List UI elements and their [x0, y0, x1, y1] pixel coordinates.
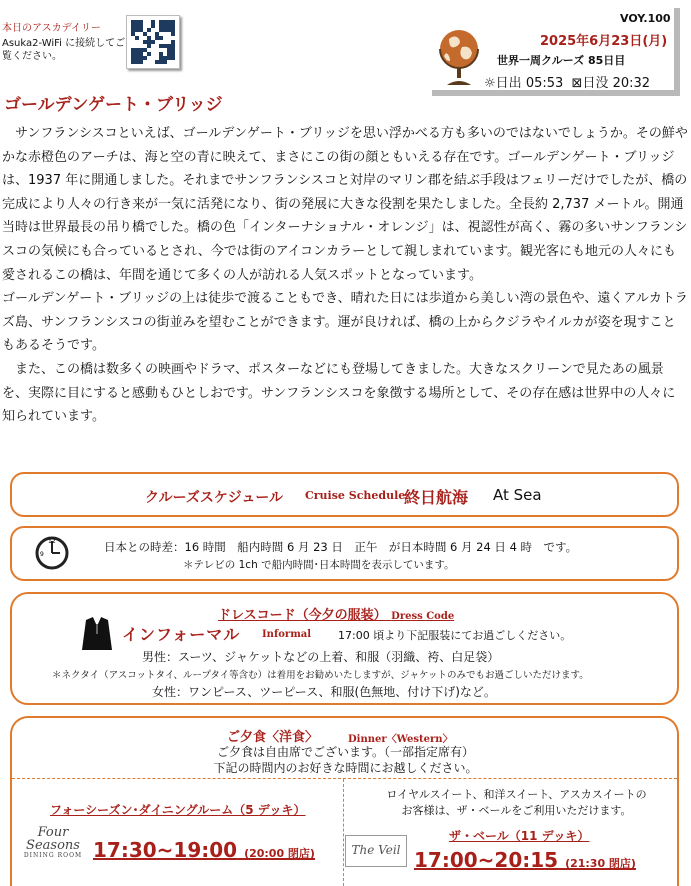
qr-code-icon[interactable] [126, 15, 180, 69]
schedule-day: 終日航海 [404, 488, 469, 507]
open-time: 17:00~20:15 [414, 848, 559, 872]
qr-module [163, 60, 167, 64]
qr-module [147, 52, 151, 56]
schedule-title-en: Cruise Schedule [305, 489, 406, 502]
dress-code-type: インフォーマル [122, 625, 241, 644]
paragraph: また、この橋は数多くの映画やドラマ、ポスターなどにも登場してきました。大きなスクリーンで見たあの風景を、実際に目にすると感動もひとしおです。サンフランシスコを象徴する場所として、その存在感は世界中の人々に知られています。 [2, 361, 676, 425]
veil-name: ザ・ベール（11 デッキ） [449, 829, 590, 843]
qr-module [147, 44, 151, 48]
dinner-title-en: Dinner〈Western〉 [348, 734, 453, 745]
date: 2025年6月23日(月) [540, 34, 668, 49]
veil-note-line: お客様は、ザ・ベールをご利用いただけます。 [401, 804, 632, 817]
voyage-number: VOY.100 [620, 12, 671, 25]
dress-code-note: ＊ネクタイ（アスコットタイ、ループタイ等含む）は着用をお勧めいたしますが、ジャケットのみでもお過ごしいただけます。 [52, 670, 589, 681]
logo-text: Seasons [26, 838, 80, 853]
veil-note-line: ロイヤルスイート、和洋スイート、アスカスイートの [386, 788, 647, 801]
sunrise-time: 05:53 [525, 76, 564, 91]
qr-module [143, 56, 147, 60]
article-body [2, 122, 688, 429]
sunset-icon: ⊠ [571, 76, 583, 91]
qr-module [151, 40, 155, 44]
four-seasons-logo [20, 826, 86, 868]
sunrise-label: 日出 [495, 76, 522, 91]
qr-module [171, 56, 175, 60]
qr-module [151, 24, 155, 28]
wifi-note: Asuka2-WiFi に接続してご覧ください。 [2, 38, 126, 62]
qr-module [135, 36, 139, 40]
dinner-note: 下記の時間内のお好きな時間にお越しください。 [213, 761, 478, 775]
close-time: (21:30 閉店) [565, 857, 636, 870]
dress-code-time: 17:00 頃より下記服装にてお過ごしください。 [338, 629, 572, 642]
divider [12, 778, 677, 779]
veil-time [414, 848, 636, 872]
veil-note [344, 787, 689, 819]
daily-label: 本日のアスカデイリー [2, 23, 101, 34]
veil-logo: The Veil [345, 835, 407, 867]
dinner-note: ご夕食は自由席でございます。（一部指定席有） [216, 745, 475, 759]
suit-icon [78, 614, 116, 652]
dress-code-type-en: Informal [262, 629, 312, 640]
svg-text:9: 9 [40, 551, 44, 558]
schedule-title: クルーズスケジュール [145, 490, 284, 506]
paragraph: サンフランシスコといえば、ゴールデンゲート・ブリッジを思い浮かべる方も多いのではないでしょうか。その鮮やかな赤橙色のアーチは、海と空の青に映えて、まさにこの街の顔ともいえる存在です。ゴールデンゲート・ブリッジは、1937 年に開通しました。それまでサンフランシスコと対岸のマリン郡を結ぶ手段はフェリーだけでしたが、橋の完成により人々の行き来が一気に活発になり、街の発展に大きな役割を果たしました。全長約 2,737 メートル。開通当時は世界最長の吊り橋でした。橋の色「インターナショナル・オレンジ」は、視認性が高く、霧の多いサンフランシスコの気候にも合っているとされ、今では街のアイコンカラーとして親しまれています。観光客にも地元の人々にも愛されるこの橋は、年間を通じて多くの人が訪れる人気スポットとなっています。 [2, 126, 688, 283]
dress-code-women: 女性：ワンピース、ツーピース、和服(色無地、付け下げ)など。 [152, 685, 496, 699]
dress-code-title-en: Dress Code [391, 611, 455, 622]
clock-icon [35, 531, 69, 575]
qr-module [159, 36, 163, 40]
four-seasons-name: フォーシーズン･ダイニングルーム（5 デッキ） [50, 803, 306, 817]
paragraph: ゴールデンゲート・ブリッジの上は徒歩で渡ることもでき、晴れた日には歩道から美しい湾の景色や、遠くアルカトラズ島、サンフランシスコの街並みを望むことができます。運が良ければ、橋の上からクジラやイルカが姿を現すこともあるそうです。 [2, 291, 688, 354]
dinner-title: ご夕食〈洋食〉 [227, 730, 319, 745]
dress-code-title [218, 604, 454, 623]
qr-module [171, 32, 175, 36]
schedule-day-en: At Sea [493, 486, 542, 504]
qr-module [139, 60, 143, 64]
time-diff-line: 日本との時差：16 時間 船内時間 6 月 23 日 正午 が日本時間 6 月 24 日 4 時 です。 [104, 540, 578, 554]
article-title: ゴールデンゲート・ブリッジ [4, 95, 223, 115]
four-seasons-time [93, 838, 315, 862]
sunset-time: 20:32 [612, 76, 651, 91]
time-diff-note: ＊テレビの 1ch で船内時間･日本時間を表示しています。 [183, 559, 455, 571]
open-time: 17:30~19:00 [93, 838, 238, 862]
dress-code-men: 男性：スーツ、ジャケットなどの上着、和服（羽織、袴、白足袋） [142, 650, 500, 664]
sun-icon: ☼ [484, 76, 496, 91]
logo-text: Four [37, 825, 69, 840]
svg-text:12: 12 [48, 538, 56, 545]
sunset-label: 日没 [582, 76, 609, 91]
qr-module [147, 28, 151, 32]
close-time: (20:00 閉店) [244, 847, 315, 860]
logo-text: DINING ROOM [23, 852, 83, 859]
globe-icon [434, 25, 484, 89]
cruise-day: 世界一周クルーズ 85日目 [497, 54, 626, 67]
sun-times [484, 72, 650, 91]
dress-code-title-jp: ドレスコード（今夕の服装） [218, 608, 387, 623]
